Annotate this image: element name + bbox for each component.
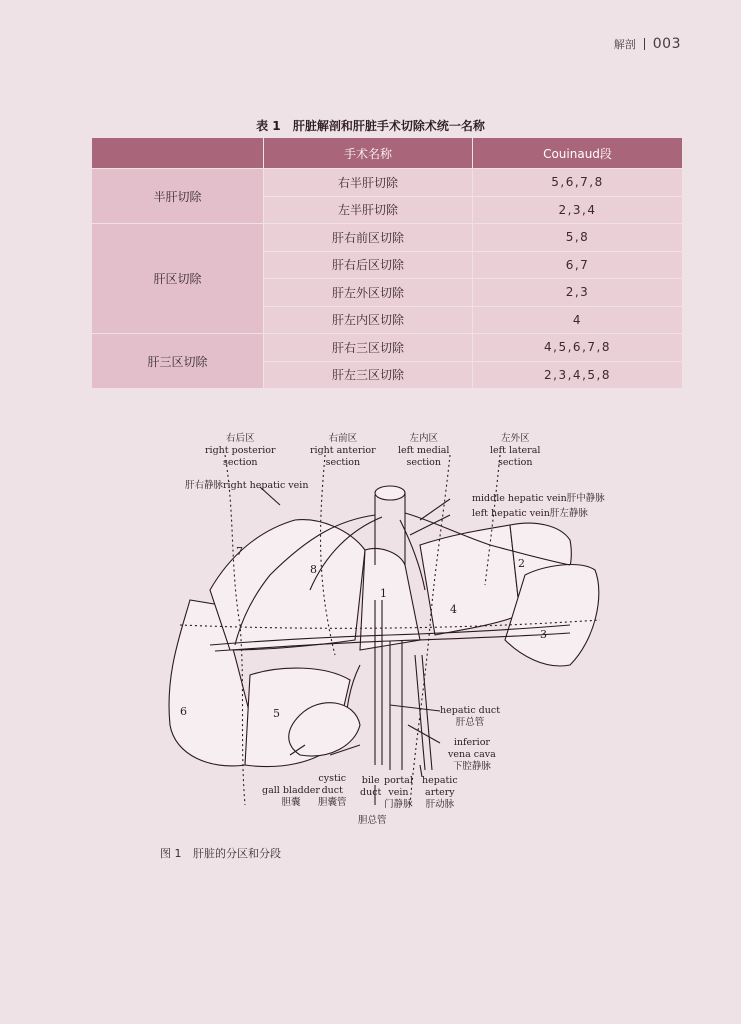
segment-5: 5: [273, 707, 280, 720]
hepatic-artery-en: hepatic: [422, 775, 458, 786]
section-left-lateral: [490, 433, 540, 469]
hepatic-duct-label: [440, 705, 500, 729]
gall-bladder-en: gall bladder: [262, 785, 320, 796]
hepatic-artery-label: [422, 775, 458, 811]
cystic-duct-label: [318, 773, 347, 809]
section-left-medial: [398, 433, 449, 469]
segments-cell: 4: [473, 306, 683, 334]
resection-table: [91, 137, 683, 389]
procedure-cell: 肝左内区切除: [264, 306, 473, 334]
segment-3: 3: [540, 628, 547, 641]
segment-2: 2: [518, 557, 525, 570]
procedure-cell: 肝右前区切除: [264, 224, 473, 252]
bile-duct-en: duct: [360, 787, 382, 798]
table-header-row: [92, 138, 683, 169]
page-header: [614, 36, 681, 52]
procedure-cell: 肝右三区切除: [264, 334, 473, 362]
portal-vein-label: [384, 775, 413, 811]
bile-duct-cn: 胆总管: [358, 815, 387, 826]
segment-6: 6: [180, 705, 187, 718]
procedure-cell: 右半肝切除: [264, 169, 473, 197]
section-label-en: left medial: [398, 445, 450, 456]
header-procedure: 手术名称: [264, 138, 473, 169]
ivc-cn: 下腔静脉: [452, 761, 491, 772]
gall-bladder-cn: 胆囊: [281, 797, 301, 808]
hepatic-artery-cn: 肝动脉: [425, 799, 455, 810]
section-label-cn: 左外区: [500, 433, 530, 444]
group-cell: 半肝切除: [92, 169, 264, 224]
group-cell: 肝区切除: [92, 224, 264, 334]
table-row: [92, 334, 683, 362]
liver-figure: [150, 425, 650, 835]
left-hepatic-vein-label: left hepatic vein肝左静脉: [472, 508, 588, 519]
section-name: 解剖: [613, 38, 636, 51]
segment-1: 1: [380, 587, 387, 600]
segments-cell: 2,3: [473, 279, 683, 307]
hepatic-artery-en: artery: [425, 787, 455, 798]
gall-bladder-label: [262, 785, 320, 809]
page-number: 003: [652, 36, 681, 52]
caption-text: 肝脏的分区和分段: [193, 847, 281, 860]
segments-cell: 5,8: [473, 224, 683, 252]
header-couinaud: Couinaud段: [473, 138, 683, 169]
header-blank: [92, 138, 264, 169]
ivc-en: inferior: [453, 737, 490, 748]
ivc-en: vena cava: [448, 749, 496, 760]
figure-caption: [160, 845, 281, 861]
section-label-en: right anterior: [310, 445, 376, 456]
section-label-cn: 右后区: [226, 433, 255, 444]
bile-duct-en: bile: [361, 775, 380, 786]
bile-duct-label: [360, 775, 381, 799]
table-row: [92, 169, 683, 197]
procedure-cell: 肝左外区切除: [264, 279, 473, 307]
segments-cell: 5,6,7,8: [473, 169, 683, 197]
table-row: [92, 224, 683, 252]
section-label-en: right posterior: [205, 445, 276, 456]
cystic-duct-en: duct: [321, 785, 343, 796]
procedure-cell: 肝右后区切除: [264, 251, 473, 279]
segments-cell: 2,3,4,5,8: [473, 361, 683, 389]
portal-vein-en: portal: [384, 775, 413, 786]
section-label-en: left lateral: [490, 445, 541, 456]
section-label-en: section: [223, 457, 258, 468]
header-divider: [644, 38, 645, 50]
hepatic-duct-en: hepatic duct: [440, 705, 501, 716]
segment-8: 8: [310, 563, 317, 576]
hepatic-duct-cn: 肝总管: [455, 717, 485, 728]
table-title-text: 肝脏解剖和肝脏手术切除术统一名称: [292, 119, 485, 133]
procedure-cell: 肝左三区切除: [264, 361, 473, 389]
portal-vein-cn: 门静脉: [384, 799, 413, 810]
table-title: [0, 117, 741, 134]
table-label: 表 1: [256, 119, 281, 133]
ivc-label: [448, 737, 496, 773]
section-right-posterior: [205, 433, 276, 469]
group-cell: 肝三区切除: [92, 334, 264, 389]
segment-4: 4: [450, 603, 457, 616]
segments-cell: 2,3,4: [473, 196, 683, 224]
section-right-anterior: [310, 433, 376, 469]
segment-7: 7: [236, 545, 243, 558]
middle-hepatic-vein-label: middle hepatic vein肝中静脉: [472, 493, 605, 504]
portal-vein-en: vein: [388, 787, 409, 798]
procedure-cell: 左半肝切除: [264, 196, 473, 224]
segments-cell: 6,7: [473, 251, 683, 279]
section-label-cn: 左内区: [409, 433, 438, 444]
segments-cell: 4,5,6,7,8: [473, 334, 683, 362]
cystic-duct-cn: 胆囊管: [318, 797, 347, 808]
section-label-en: section: [325, 457, 361, 468]
section-label-cn: 右前区: [328, 433, 358, 444]
right-hepatic-vein-label: 肝右静脉right hepatic vein: [185, 480, 309, 491]
cystic-duct-en: cystic: [318, 773, 347, 784]
section-label-en: section: [406, 457, 441, 468]
section-label-en: section: [497, 457, 533, 468]
caption-label: 图 1: [160, 847, 182, 860]
